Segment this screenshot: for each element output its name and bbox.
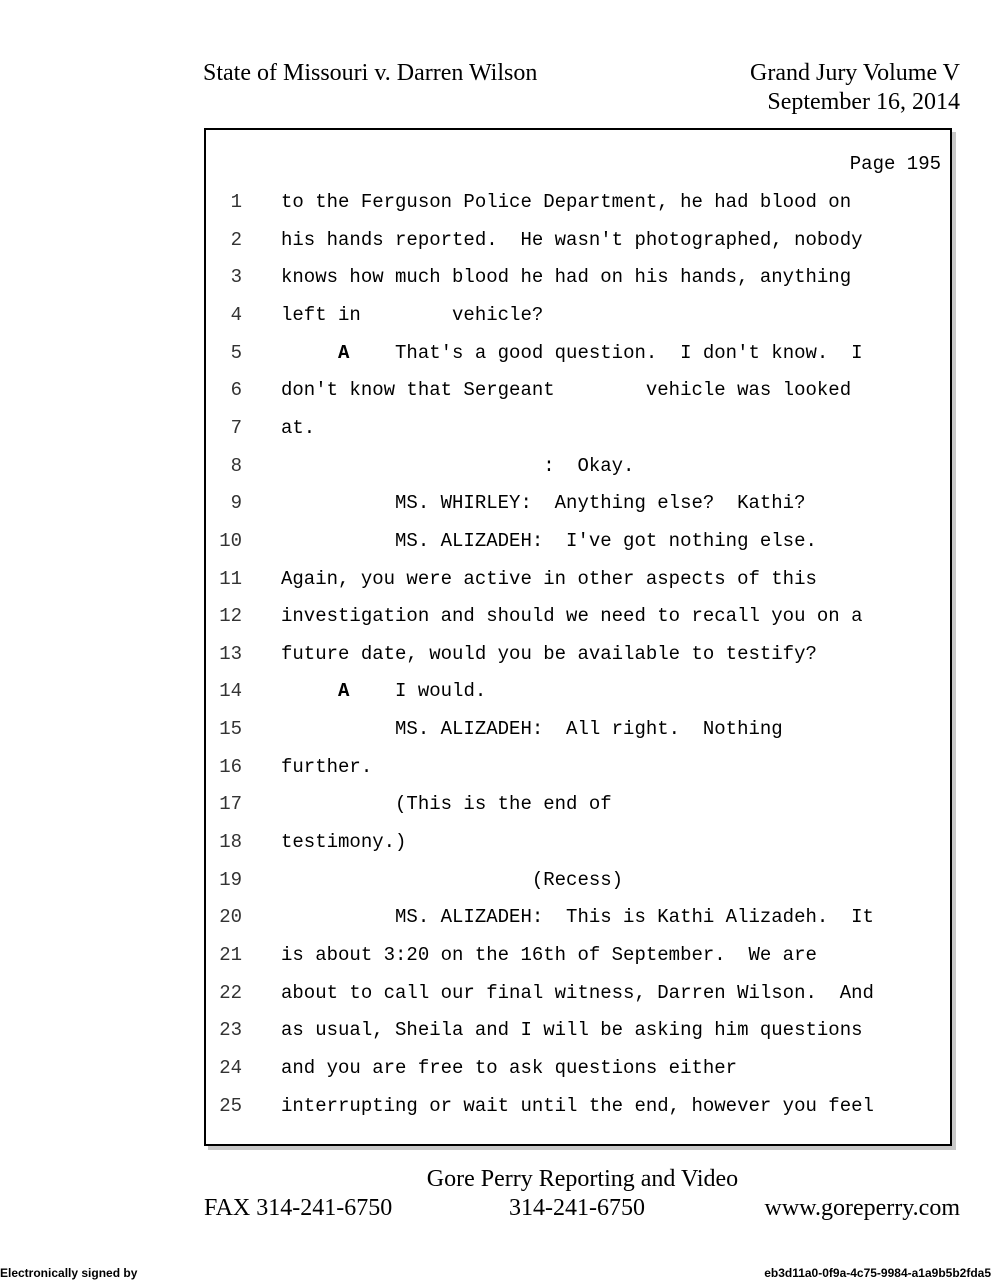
line-text: at. (281, 416, 316, 439)
line-text: (Recess) (281, 868, 624, 891)
line-number: 24 (219, 1056, 242, 1079)
line-number: 10 (219, 529, 242, 552)
line-text: left in vehicle? (281, 303, 544, 326)
signature-hash: eb3d11a0-0f9a-4c75-9984-a1a9b5b2fda5 (764, 1266, 991, 1280)
line-number: 15 (219, 718, 242, 741)
line-text: his hands reported. He wasn't photographed, nobody (281, 228, 863, 251)
phone-number: 314-241-6750 (509, 1195, 645, 1221)
fax-number: FAX 314-241-6750 (204, 1195, 393, 1221)
line-number: 4 (230, 303, 242, 326)
line-number: 12 (219, 605, 242, 628)
line-text: future date, would you be available to testify? (281, 642, 817, 665)
line-number: 6 (230, 379, 242, 402)
reporter-firm: Gore Perry Reporting and Video (426, 1166, 739, 1192)
line-number: 14 (219, 680, 242, 703)
line-text: : Okay. (281, 454, 635, 477)
line-text: as usual, Sheila and I will be asking him questions (281, 1019, 863, 1042)
page-number: Page 195 (849, 153, 941, 175)
line-text: to the Ferguson Police Department, he had blood on (281, 191, 852, 213)
line-number: 9 (230, 492, 242, 515)
line-number: 25 (219, 1094, 242, 1117)
line-text: MS. ALIZADEH: This is Kathi Alizadeh. It (281, 906, 874, 929)
line-number: 23 (219, 1019, 242, 1042)
line-text: MS. ALIZADEH: All right. Nothing (281, 718, 783, 741)
transcript-page (204, 128, 952, 1146)
line-number: 5 (230, 341, 242, 364)
line-number: 21 (219, 944, 242, 966)
line-text: (This is the end of (281, 793, 612, 816)
line-text: further. (281, 755, 373, 778)
line-number: 20 (219, 906, 242, 929)
line-text: A I would. (281, 680, 487, 703)
transcript-date: September 16, 2014 (767, 89, 960, 115)
line-number: 1 (230, 191, 242, 213)
signature-label: Electronically signed by (0, 1266, 138, 1280)
volume-label: Grand Jury Volume V (750, 60, 960, 86)
case-title: State of Missouri v. Darren Wilson (203, 60, 538, 86)
line-text: knows how much blood he had on his hands, anything (281, 266, 852, 289)
line-number: 16 (219, 755, 242, 778)
line-number: 19 (219, 868, 242, 891)
line-text: Again, you were active in other aspects of this (281, 567, 817, 590)
line-text: MS. WHIRLEY: Anything else? Kathi? (281, 492, 806, 515)
line-text: and you are free to ask questions either (281, 1056, 738, 1079)
line-text: A That's a good question. I don't know. I (281, 341, 863, 364)
line-text: interrupting or wait until the end, however you feel (281, 1094, 874, 1117)
line-number: 13 (219, 642, 242, 665)
line-number: 11 (219, 567, 242, 590)
line-text: about to call our final witness, Darren Wilson. And (281, 981, 874, 1004)
speaker-label: A (281, 680, 396, 703)
line-text: is about 3:20 on the 16th of September. We are (281, 944, 817, 966)
line-text: MS. ALIZADEH: I've got nothing else. (281, 529, 817, 552)
speaker-label: A (281, 341, 396, 364)
line-number: 7 (230, 416, 242, 439)
line-text: testimony.) (281, 831, 407, 854)
line-number: 22 (219, 981, 242, 1004)
website-link[interactable]: www.goreperry.com (764, 1195, 960, 1221)
line-number: 18 (219, 831, 242, 854)
line-number: 17 (219, 793, 242, 816)
line-number: 3 (230, 266, 242, 289)
line-text: investigation and should we need to recall you on a (281, 605, 863, 628)
line-number: 8 (230, 454, 242, 477)
line-number: 2 (230, 228, 242, 251)
line-text: don't know that Sergeant vehicle was looked (281, 379, 852, 402)
transcript-lines (206, 130, 950, 1144)
